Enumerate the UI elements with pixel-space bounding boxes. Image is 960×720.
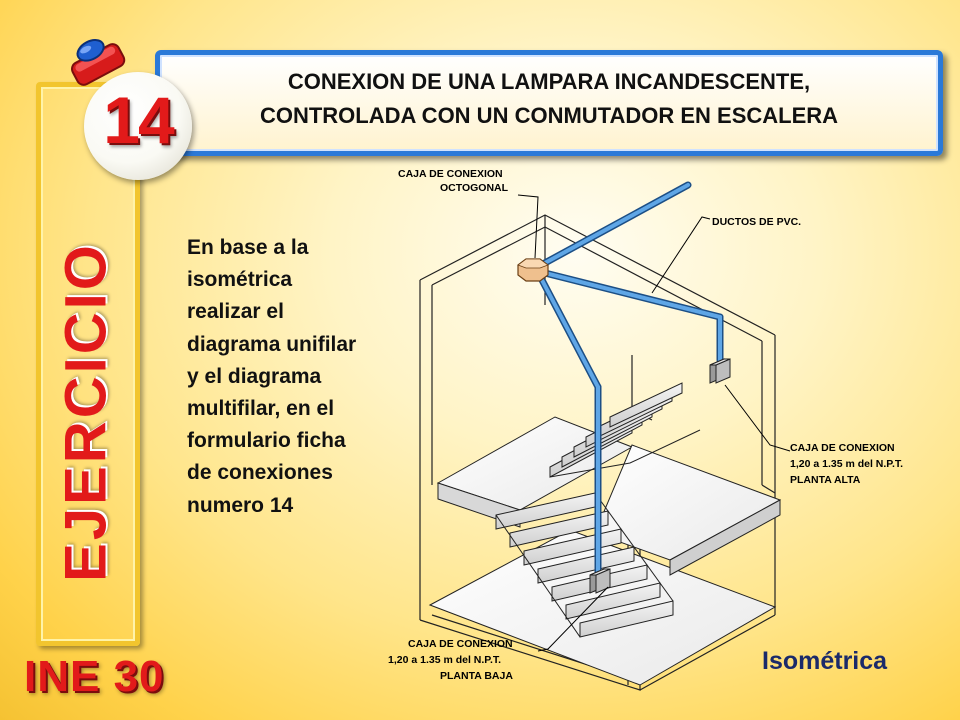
callout-upper-box-line1: CAJA DE CONEXION: [790, 442, 895, 454]
callout-lower-box-line1: CAJA DE CONEXION: [408, 638, 513, 650]
callout-upper-box-line2: 1,20 a 1.35 m del N.P.T.: [790, 458, 904, 470]
callout-octagonal-line1: CAJA DE CONEXION: [398, 168, 503, 180]
title-line-2: CONTROLADA CON UN CONMUTADOR EN ESCALERA: [259, 103, 839, 128]
callout-lower-box-line2: 1,20 a 1.35 m del N.P.T.: [388, 654, 502, 666]
title-box: [155, 50, 943, 156]
callout-upper-box-line3: PLANTA ALTA: [790, 474, 861, 486]
callout-lower-box-line3: PLANTA BAJA: [440, 670, 513, 682]
upper-floor-switch-box: [710, 359, 730, 383]
isometric-caption: Isométrica: [762, 647, 888, 675]
callout-octagonal-line2: OCTOGONAL: [440, 182, 509, 194]
callout-pvc-ducts: DUCTOS DE PVC.: [712, 216, 802, 228]
octagonal-junction-box: [518, 259, 548, 281]
isometric-drawing: [370, 155, 940, 715]
exercise-label: EJERCICIO: [53, 242, 119, 582]
title-line-1: CONEXION DE UNA LAMPARA INCANDESCENTE,: [287, 69, 811, 94]
exercise-number: 14: [103, 83, 173, 157]
ine-logo: INE 30: [24, 652, 165, 701]
instruction-text: En base a la isométrica realizar el diagrama unifilar y el diagrama multifilar, en el formulario ficha de conexiones numero 14: [187, 236, 357, 517]
